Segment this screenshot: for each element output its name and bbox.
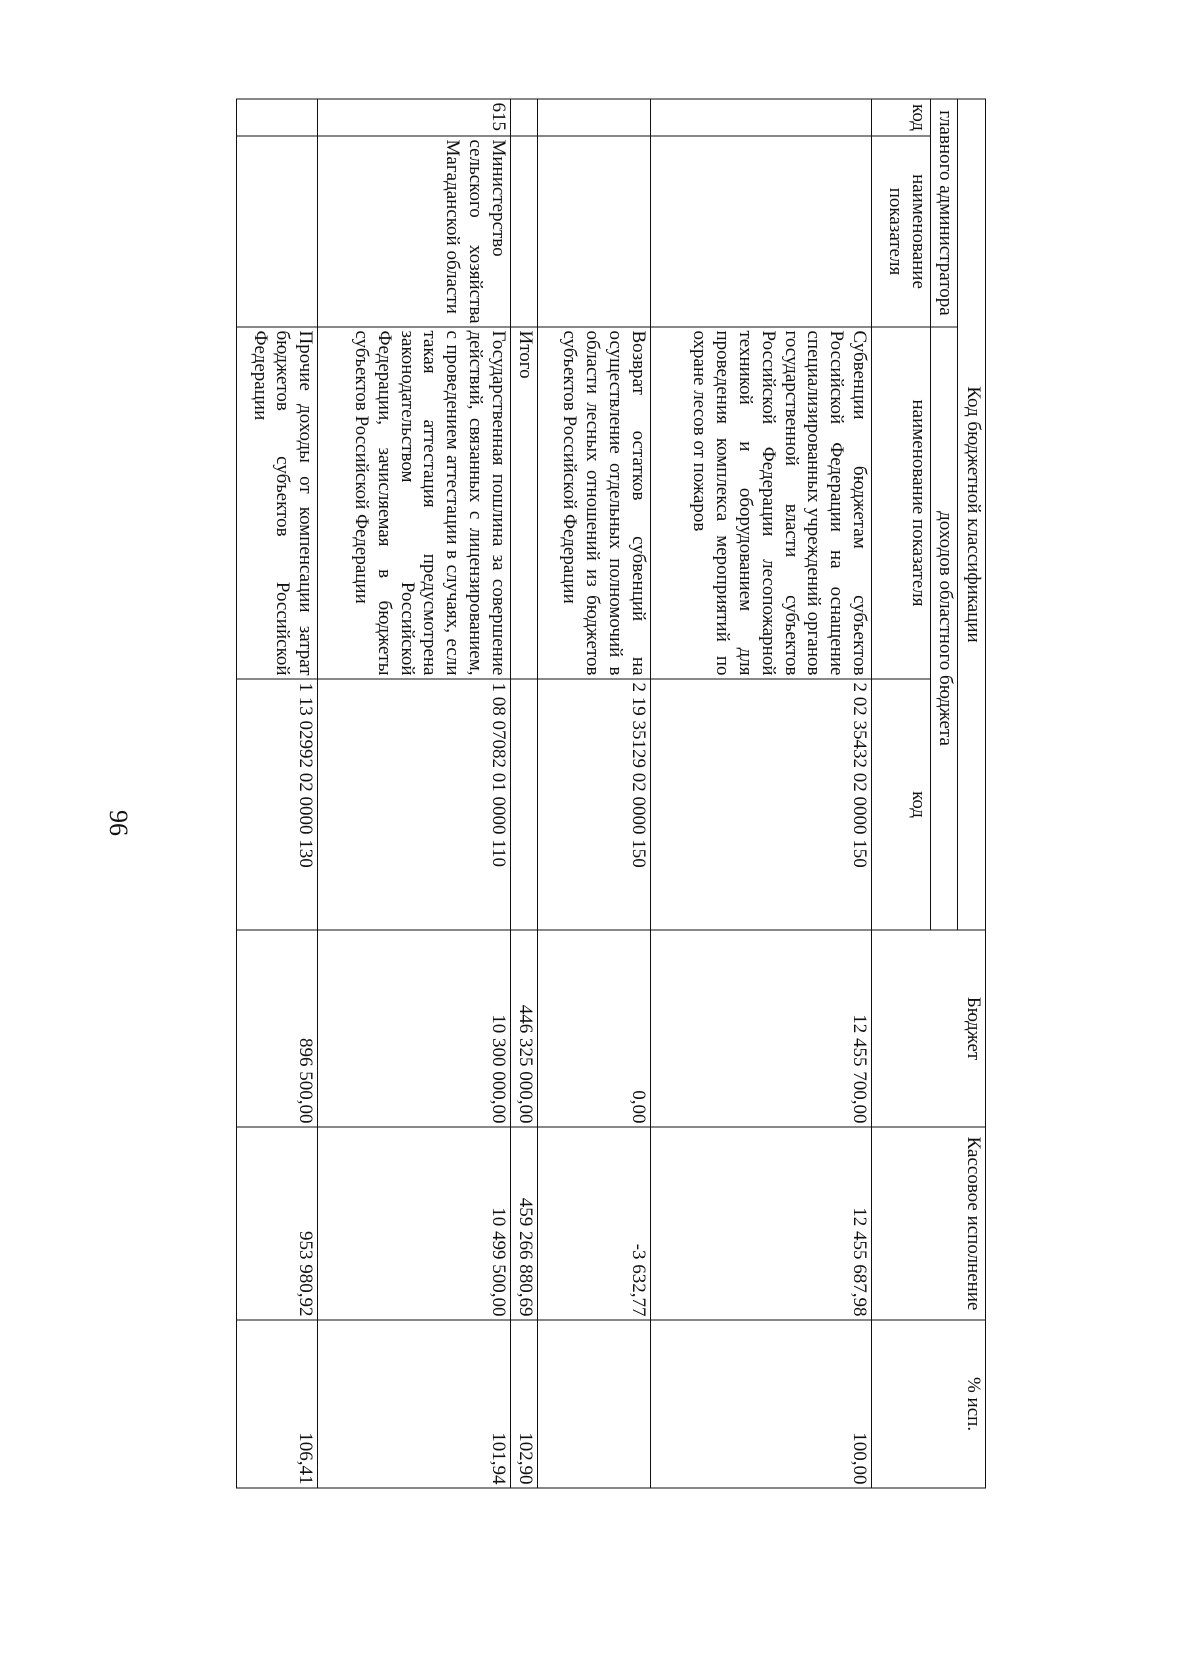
row-budget: 896 500,00 xyxy=(237,930,318,1127)
row-income-code: 2 02 35432 02 0000 150 xyxy=(650,679,871,930)
row-admin-name xyxy=(237,136,318,327)
total-pct: 102,90 xyxy=(510,1320,538,1488)
header-admin-code: код xyxy=(872,99,931,136)
row-pct: 101,94 xyxy=(318,1320,510,1488)
total-budget: 446 325 000,00 xyxy=(510,930,538,1127)
row-admin-code: 615 xyxy=(318,99,510,136)
row-cash: 953 980,92 xyxy=(237,1127,318,1320)
row-income-code: 2 19 35129 02 0000 150 xyxy=(538,679,650,930)
row-admin-name xyxy=(650,136,871,327)
total-label: Итого xyxy=(510,327,538,679)
row-indicator-name: Возврат остатков субвенций на осуществление отдельных полномочий в области лесных отношений из бюджетов субъектов Российской Федерации xyxy=(538,327,650,679)
header-income-code: код xyxy=(872,679,931,930)
row-budget: 12 455 700,00 xyxy=(650,930,871,1127)
row-admin-code xyxy=(538,99,650,136)
row-cash: 12 455 687,98 xyxy=(650,1127,871,1320)
table-row xyxy=(538,99,650,1488)
table-row-total xyxy=(510,99,538,1488)
table-row xyxy=(650,99,871,1488)
row-cash: -3 632,77 xyxy=(538,1127,650,1320)
table-row xyxy=(237,99,318,1488)
row-income-code: 1 08 07082 01 0000 110 xyxy=(318,679,510,930)
row-admin-code xyxy=(237,99,318,136)
header-income: доходов областного бюджета xyxy=(930,327,958,930)
row-pct: 100,00 xyxy=(650,1320,871,1488)
header-admin-name: наименование показателя xyxy=(872,136,931,327)
row-income-code: 1 13 02992 02 0000 130 xyxy=(237,679,318,930)
header-budget: Бюджет xyxy=(872,930,986,1127)
row-admin-code xyxy=(510,99,538,136)
row-admin-name xyxy=(538,136,650,327)
header-admin: главного администратора xyxy=(930,99,958,327)
row-budget: 10 300 000,00 xyxy=(318,930,510,1127)
row-indicator-name: Прочие доходы от компенсации затрат бюджетов субъектов Российской Федерации xyxy=(237,327,318,679)
page-number: 96 xyxy=(104,810,133,836)
row-admin-code xyxy=(650,99,871,136)
header-pct: % исп. xyxy=(872,1320,986,1488)
row-budget: 0,00 xyxy=(538,930,650,1127)
row-admin-name xyxy=(510,136,538,327)
budget-sheet xyxy=(236,99,986,1488)
total-cash: 459 266 880,69 xyxy=(510,1127,538,1320)
row-indicator-name: Государственная пошлина за совершение действий, связанных с лицензированием, с проведением аттестации в случаях, если такая аттестация предусмотрена законодательством Российской Федерации, зачисляемая в бюджеты субъектов Российской Федерации xyxy=(318,327,510,679)
header-cash: Кассовое исполнение xyxy=(872,1127,986,1320)
table-row xyxy=(318,99,510,1488)
row-income-code xyxy=(510,679,538,930)
row-indicator-name: Субвенции бюджетам субъектов Российской Федерации на оснащение специализированных учреждений органов государственной власти субъектов Российской Федерации лесопожарной техникой и оборудованием для проведения комплекса мероприятий по охране лесов от пожаров xyxy=(650,327,871,679)
row-cash: 10 499 500,00 xyxy=(318,1127,510,1320)
header-income-name: наименование показателя xyxy=(872,327,931,679)
budget-table xyxy=(236,99,986,1489)
row-pct xyxy=(538,1320,650,1488)
row-admin-name: Министерство сельского хозяйства Магаданской области xyxy=(318,136,510,327)
row-pct: 106,41 xyxy=(237,1320,318,1488)
header-classification: Код бюджетной классификации xyxy=(958,99,986,930)
